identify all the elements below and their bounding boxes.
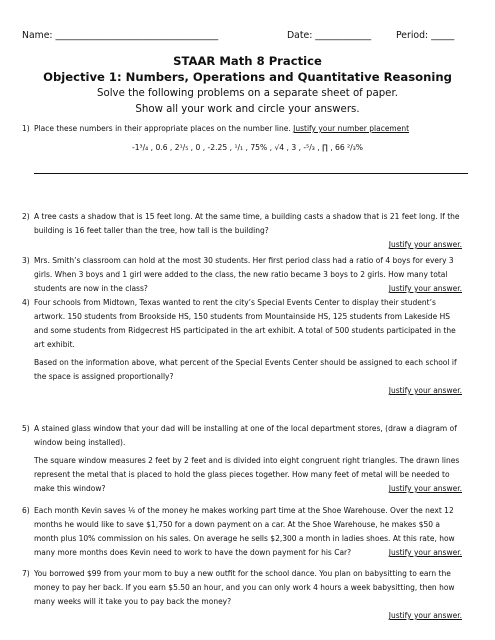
number-line — [34, 173, 468, 174]
justify-tag: Justify your answer. — [388, 240, 462, 249]
instruction-line-2: Show all your work and circle your answers. — [135, 104, 360, 115]
question-text: A tree casts a shadow that is 15 feet long. At the same time, a building casts a shadow that is 21 feet long. If the building is 16 feet taller than the tree, how tall is the building? — [34, 212, 460, 235]
question-text: Four schools from Midtown, Texas wanted to rent the city’s Special Events Center to display their student’s artwork. 150 students from Brookside HS, 150 students from Mountainside HS, 125 students from Lakeside HS and some students from Ridgecrest HS participated in the art exhibit. A total of 500 students participated in the art exhibit. — [34, 298, 456, 349]
justify-tag: Justify your answer. — [388, 386, 462, 395]
question-text: Each month Kevin saves ⅙ of the money he makes working part time at the Shoe Warehouse. Over the next 12 months he would like to save $1,750 for a down payment on a car. At the Shoe Warehouse, he makes $50 a month plus 10% commission on his sales. On average he sells $2,300 a month in ladies shoes. At this rate, how many more months does Kevin need to work to have the down payment for his Car? — [34, 506, 455, 557]
question-6 — [22, 504, 462, 560]
question-text-2: The square window measures 2 feet by 2 feet and is divided into eight congruent right triangles. The drawn lines represent the metal that is placed to hold the glass pieces together. How many feet of metal will be needed to make this window? — [34, 456, 460, 493]
worksheet-subtitle: Objective 1: Numbers, Operations and Quantitative Reasoning — [43, 70, 452, 84]
justify-tag: Justify your answer. — [388, 284, 462, 293]
question-number: 6) — [22, 506, 30, 515]
question-4 — [22, 296, 462, 398]
question-3 — [22, 254, 462, 296]
question-7 — [22, 567, 462, 623]
date-field-label: Date: ____________ — [287, 30, 372, 41]
question-text: You borrowed $99 from your mom to buy a new outfit for the school dance. You plan on babysitting to earn the money to pay her back. If you earn $5.50 an hour, and you can only work 4 hours a week babysitting, then how many weeks will it take you to pay back the money? — [34, 569, 455, 606]
header-row — [22, 30, 473, 44]
question-5 — [22, 422, 462, 496]
justify-tag: Justify your answer. — [388, 548, 462, 557]
question-text: A stained glass window that your dad will be installing at one of the local department stores, (draw a diagram of window being installed). — [34, 424, 457, 447]
question-number: 1) — [22, 124, 30, 133]
question-number: 2) — [22, 212, 30, 221]
name-field-label: Name: ___________________________________ — [22, 30, 219, 41]
instruction-line-1: Solve the following problems on a separate sheet of paper. — [97, 88, 398, 99]
question-text: Mrs. Smith’s classroom can hold at the most 30 students. Her first period class had a ratio of 4 boys for every 3 girls. When 3 boys and 1 girl were added to the class, the new ratio became 3 boys to 2 girls. How many total students are now in the class? — [34, 256, 454, 293]
number-list: -1³/₄ , 0.6 , 2¹/₅ , 0 , -2.25 , ¹/₁ , 75% , √4 , 3 , -⁵/₃ , ∏ , 66 ²/₃% — [131, 143, 363, 152]
question-number: 3) — [22, 256, 30, 265]
question-number: 4) — [22, 298, 30, 307]
period-field-label: Period: _____ — [396, 30, 455, 41]
justify-tag: Justify your answer. — [388, 611, 462, 620]
justify-tag: Justify your number placement — [293, 124, 410, 133]
worksheet-title: STAAR Math 8 Practice — [173, 54, 322, 68]
question-number: 7) — [22, 569, 30, 578]
question-number: 5) — [22, 424, 30, 433]
question-text-2: Based on the information above, what percent of the Special Events Center should be assigned to each school if the space is assigned proportionally? — [34, 358, 457, 381]
question-2 — [22, 210, 462, 252]
justify-tag: Justify your answer. — [388, 484, 462, 493]
question-text: Place these numbers in their appropriate places on the number line. — [34, 124, 291, 133]
question-1 — [22, 122, 462, 136]
